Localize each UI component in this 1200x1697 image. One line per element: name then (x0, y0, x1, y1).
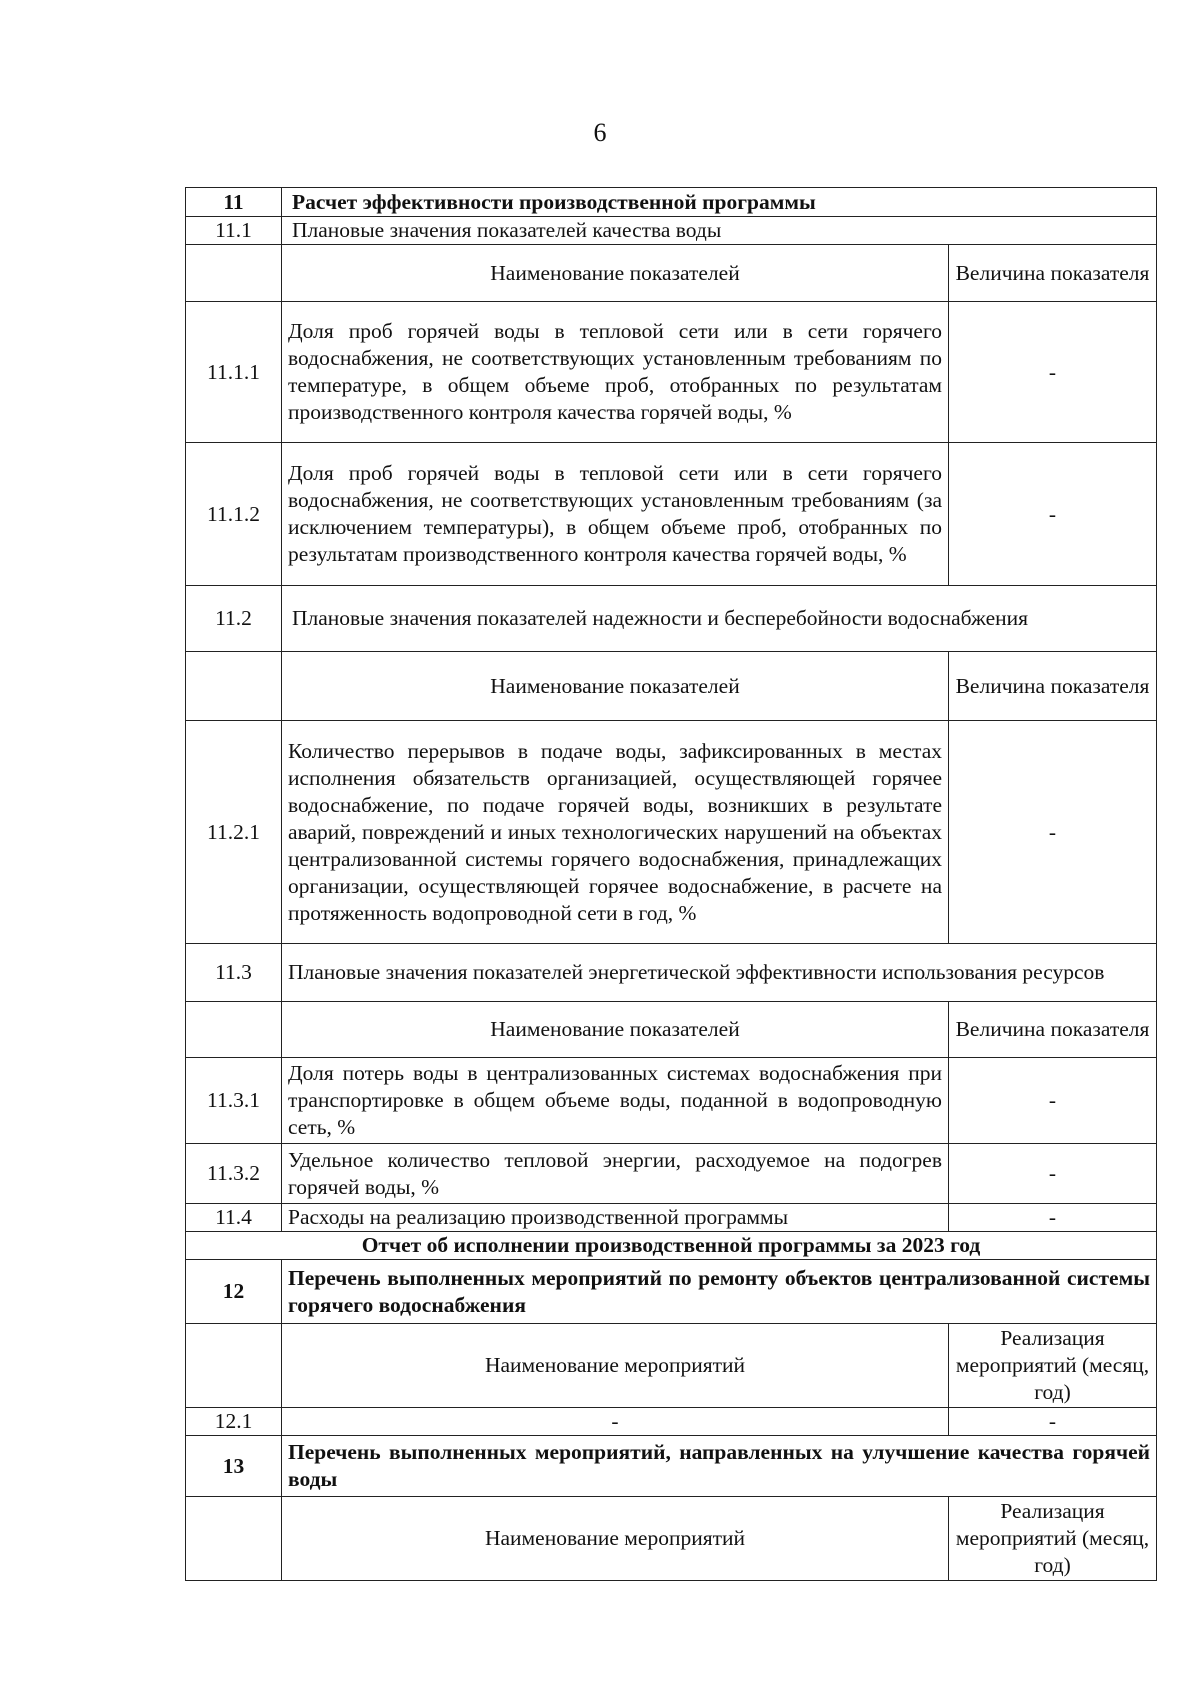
table-header-row (186, 652, 1157, 721)
measure-text: - (282, 1408, 949, 1436)
row-number: 11.2 (186, 586, 282, 652)
table-header-row (186, 1497, 1157, 1581)
column-header-value: Величина показателя (949, 652, 1157, 721)
indicator-text: Количество перерывов в подаче воды, зафиксированных в местах исполнения обязательств организацией, осуществляющей горячее водоснабжение, по подаче горячей воды, возникших в результате аварий, повреждений и иных технологических нарушений на объектах централизованной системы горячего водоснабжения, принадлежащих организации, осуществляющей горячее водоснабжение, в расчете на протяженность водопроводной сети в год, % (282, 721, 949, 944)
column-header-name: Наименование мероприятий (282, 1497, 949, 1581)
table-row (186, 1204, 1157, 1232)
table-row (186, 302, 1157, 443)
column-header-value: Реализация мероприятий (месяц, год) (949, 1324, 1157, 1408)
indicator-value: - (949, 1204, 1157, 1232)
row-number: 11.3 (186, 944, 282, 1002)
column-header-value: Реализация мероприятий (месяц, год) (949, 1497, 1157, 1581)
subsection-title: Плановые значения показателей качества воды (282, 217, 1157, 245)
column-header-value: Величина показателя (949, 1002, 1157, 1058)
column-header-name: Наименование показателей (282, 652, 949, 721)
empty-cell (186, 1002, 282, 1058)
indicator-text: Расходы на реализацию производственной программы (282, 1204, 949, 1232)
section-title: Перечень выполненных мероприятий, направленных на улучшение качества горячей воды (282, 1436, 1157, 1497)
table-header-row (186, 1002, 1157, 1058)
column-header-name: Наименование мероприятий (282, 1324, 949, 1408)
table-row (186, 1436, 1157, 1497)
empty-cell (186, 652, 282, 721)
table-row (186, 188, 1157, 217)
table-row (186, 1408, 1157, 1436)
table-row (186, 944, 1157, 1002)
row-number: 11.1 (186, 217, 282, 245)
subsection-title: Плановые значения показателей энергетической эффективности использования ресурсов (282, 944, 1157, 1002)
indicator-value: - (949, 443, 1157, 586)
row-number: 11 (186, 188, 282, 217)
indicator-text: Доля потерь воды в централизованных системах водоснабжения при транспортировке в общем объеме воды, поданной в водопроводную сеть, % (282, 1058, 949, 1144)
table-row (186, 1058, 1157, 1144)
row-number: 12 (186, 1260, 282, 1324)
table-row (186, 1144, 1157, 1204)
page-number: 6 (593, 118, 607, 147)
row-number: 11.1.2 (186, 443, 282, 586)
table-row (186, 217, 1157, 245)
subsection-title: Плановые значения показателей надежности и бесперебойности водоснабжения (282, 586, 1157, 652)
table-header-row (186, 1324, 1157, 1408)
column-header-name: Наименование показателей (282, 245, 949, 302)
empty-cell (186, 1497, 282, 1581)
table-row (186, 586, 1157, 652)
row-number: 11.3.1 (186, 1058, 282, 1144)
table-row (186, 443, 1157, 586)
section-title: Расчет эффективности производственной программы (282, 188, 1157, 217)
table-row (186, 1232, 1157, 1260)
row-number: 11.2.1 (186, 721, 282, 944)
row-number: 13 (186, 1436, 282, 1497)
indicator-text: Доля проб горячей воды в тепловой сети или в сети горячего водоснабжения, не соответствующих установленным требованиям (за исключением температуры), в общем объеме проб, отобранных по результатам производственного контроля качества горячей воды, % (282, 443, 949, 586)
table-row (186, 721, 1157, 944)
row-number: 11.4 (186, 1204, 282, 1232)
indicator-value: - (949, 1144, 1157, 1204)
empty-cell (186, 245, 282, 302)
indicator-text: Доля проб горячей воды в тепловой сети или в сети горячего водоснабжения, не соответствующих установленным требованиям по температуре, в общем объеме проб, отобранных по результатам производственного контроля качества горячей воды, % (282, 302, 949, 443)
indicator-value: - (949, 302, 1157, 443)
indicator-value: - (949, 721, 1157, 944)
empty-cell (186, 1324, 282, 1408)
row-number: 11.3.2 (186, 1144, 282, 1204)
column-header-name: Наименование показателей (282, 1002, 949, 1058)
measure-value: - (949, 1408, 1157, 1436)
production-program-table (185, 187, 1157, 1581)
column-header-value: Величина показателя (949, 245, 1157, 302)
indicator-text: Удельное количество тепловой энергии, расходуемое на подогрев горячей воды, % (282, 1144, 949, 1204)
table-row (186, 1260, 1157, 1324)
row-number: 12.1 (186, 1408, 282, 1436)
table-header-row (186, 245, 1157, 302)
indicator-value: - (949, 1058, 1157, 1144)
row-number: 11.1.1 (186, 302, 282, 443)
section-title: Перечень выполненных мероприятий по ремонту объектов централизованной системы горячего водоснабжения (282, 1260, 1157, 1324)
report-title: Отчет об исполнении производственной программы за 2023 год (186, 1232, 1157, 1260)
